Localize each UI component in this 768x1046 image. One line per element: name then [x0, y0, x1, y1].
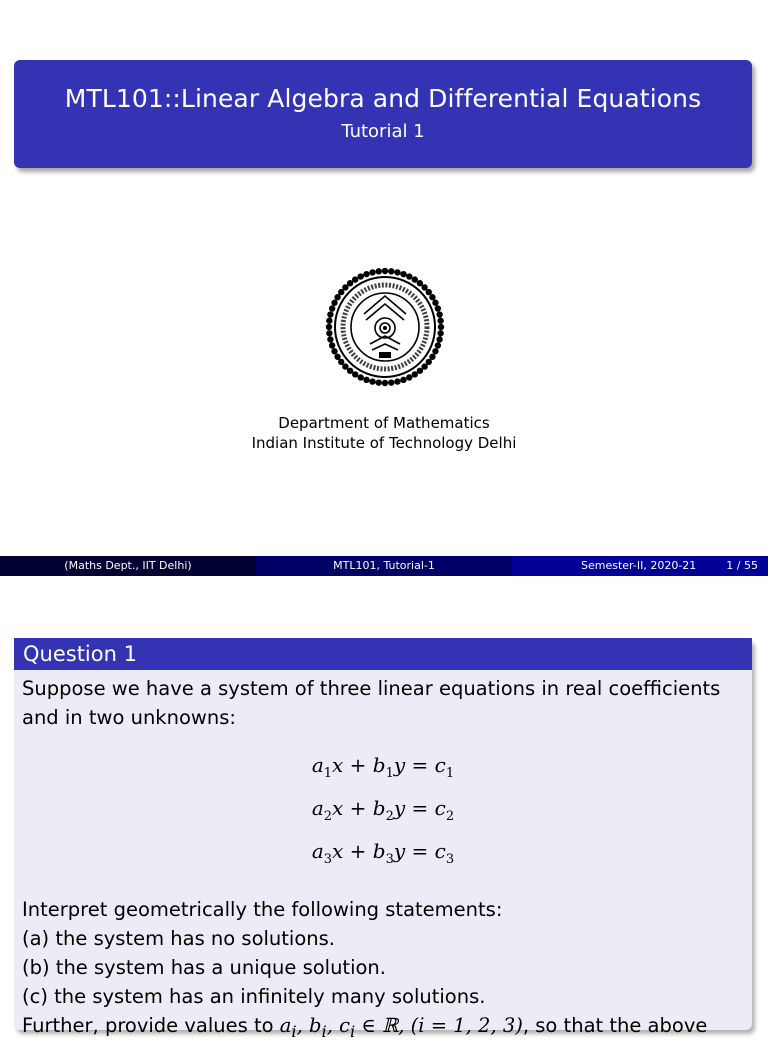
question-intro: Suppose we have a system of three linear equations in real coefficients and in two unknowns:: [22, 677, 721, 729]
title-block: [14, 60, 752, 168]
further-suffix: , so that the above: [522, 1014, 708, 1037]
item-c: (c) the system has an infinitely many solutions.: [22, 985, 486, 1008]
institute-name: Indian Institute of Technology Delhi: [251, 434, 517, 452]
item-b: (b) the system has a unique solution.: [22, 956, 386, 979]
equation-3: $a_3x + b_3y = c_3$: [311, 839, 455, 867]
item-a: (a) the system has no solutions.: [22, 927, 335, 950]
question-slide: [0, 596, 768, 1041]
footer-bar: [0, 556, 768, 576]
further-math: $a_i$, $b_i$, $c_i$ ∈ ℝ, (i = 1, 2, 3): [279, 1014, 523, 1041]
footer-title: MTL101, Tutorial-1: [256, 556, 512, 576]
equation-1: $a_1x + b_1y = c_1$: [311, 753, 455, 781]
question-prompt: Interpret geometrically the following statements:: [22, 898, 503, 921]
question-body: [14, 670, 752, 1046]
footer-date-page: [512, 556, 768, 576]
question-block: [14, 638, 752, 1041]
further-prefix: Further, provide values to: [22, 1014, 280, 1037]
equation-system: [22, 748, 744, 877]
question-heading: Question 1: [14, 638, 752, 670]
footer-page-number: 1 / 55: [726, 559, 758, 572]
department-name: Department of Mathematics: [278, 414, 490, 432]
equation-2: $a_2x + b_2y = c_2$: [311, 796, 455, 824]
question-further: [22, 1011, 744, 1046]
affiliation: [0, 413, 768, 453]
footer-semester: Semester-II, 2020-21: [581, 559, 697, 572]
tutorial-subtitle: Tutorial 1: [341, 121, 425, 142]
iit-delhi-logo: [324, 266, 446, 388]
course-title: MTL101::Linear Algebra and Differential Equations: [64, 84, 702, 113]
footer-author: (Maths Dept., IIT Delhi): [0, 556, 256, 576]
